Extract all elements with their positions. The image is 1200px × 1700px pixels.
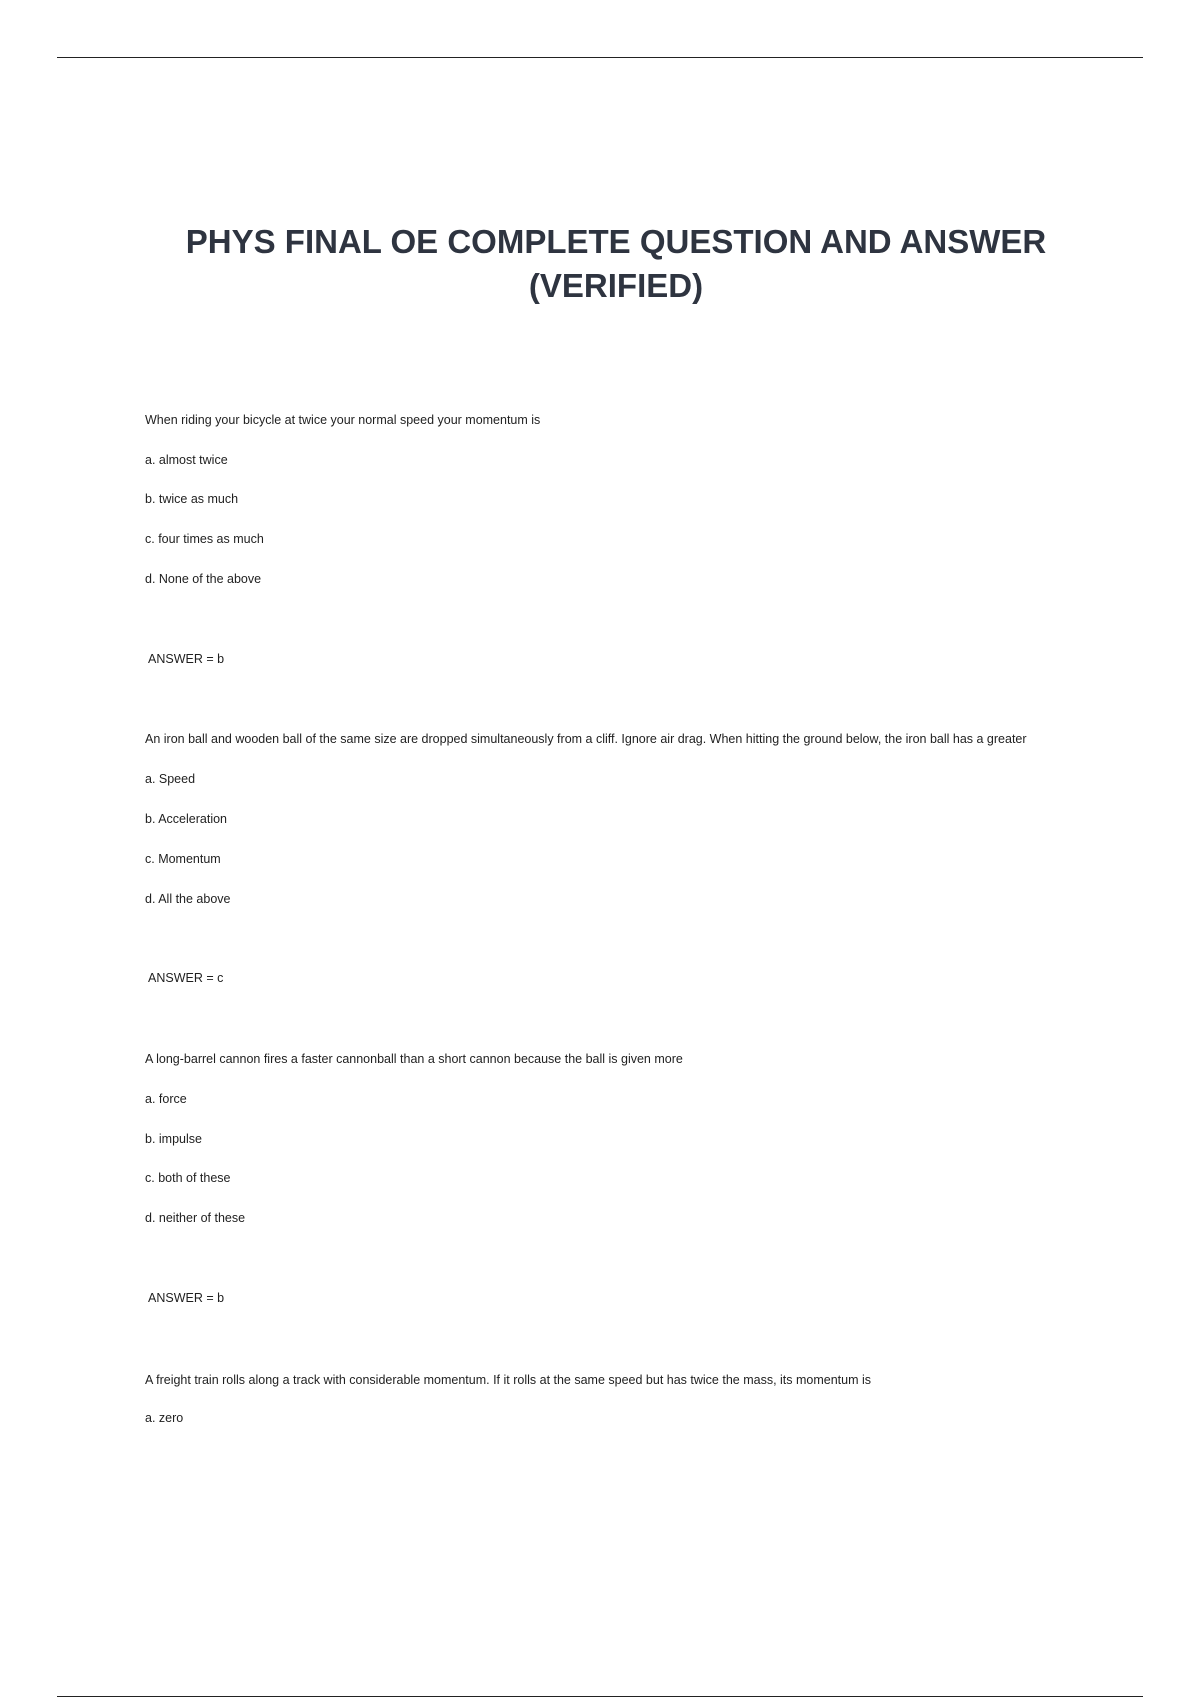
question-1-option-a: a. almost twice — [145, 453, 228, 467]
question-1-answer: ANSWER = b — [148, 652, 225, 666]
question-3-option-d: d. neither of these — [145, 1211, 246, 1225]
question-3-option-c: c. both of these — [145, 1171, 231, 1185]
question-3-answer: ANSWER = b — [148, 1291, 225, 1305]
question-2-option-c: c. Momentum — [145, 852, 221, 866]
question-2-option-b: b. Acceleration — [145, 812, 227, 826]
question-2-answer: ANSWER = c — [148, 971, 224, 985]
question-1-option-b: b. twice as much — [145, 492, 239, 506]
question-3-option-a: a. force — [145, 1092, 187, 1106]
title-line-2: (VERIFIED) — [528, 267, 704, 304]
question-1-option-c: c. four times as much — [145, 532, 264, 546]
title-line-1: PHYS FINAL OE COMPLETE QUESTION AND ANSWER — [185, 223, 1047, 260]
question-2-option-a: a. Speed — [145, 772, 196, 786]
bottom-rule — [57, 1696, 1143, 1697]
question-4-option-a: a. zero — [145, 1411, 184, 1425]
question-1-option-d: d. None of the above — [145, 572, 262, 586]
question-3-text: A long-barrel cannon fires a faster cannonball than a short cannon because the ball is given more — [145, 1052, 683, 1066]
question-1-text: When riding your bicycle at twice your normal speed your momentum is — [145, 413, 541, 427]
document-title — [0, 220, 1200, 308]
question-2-option-d: d. All the above — [145, 892, 231, 906]
question-3-option-b: b. impulse — [145, 1132, 202, 1146]
top-rule — [57, 57, 1143, 58]
question-4-text: A freight train rolls along a track with considerable momentum. If it rolls at the same speed but has twice the mass, its momentum is — [145, 1373, 872, 1387]
question-2-text: An iron ball and wooden ball of the same size are dropped simultaneously from a cliff. Ignore air drag. When hitting the ground below, the iron ball has a greater — [145, 732, 1027, 746]
